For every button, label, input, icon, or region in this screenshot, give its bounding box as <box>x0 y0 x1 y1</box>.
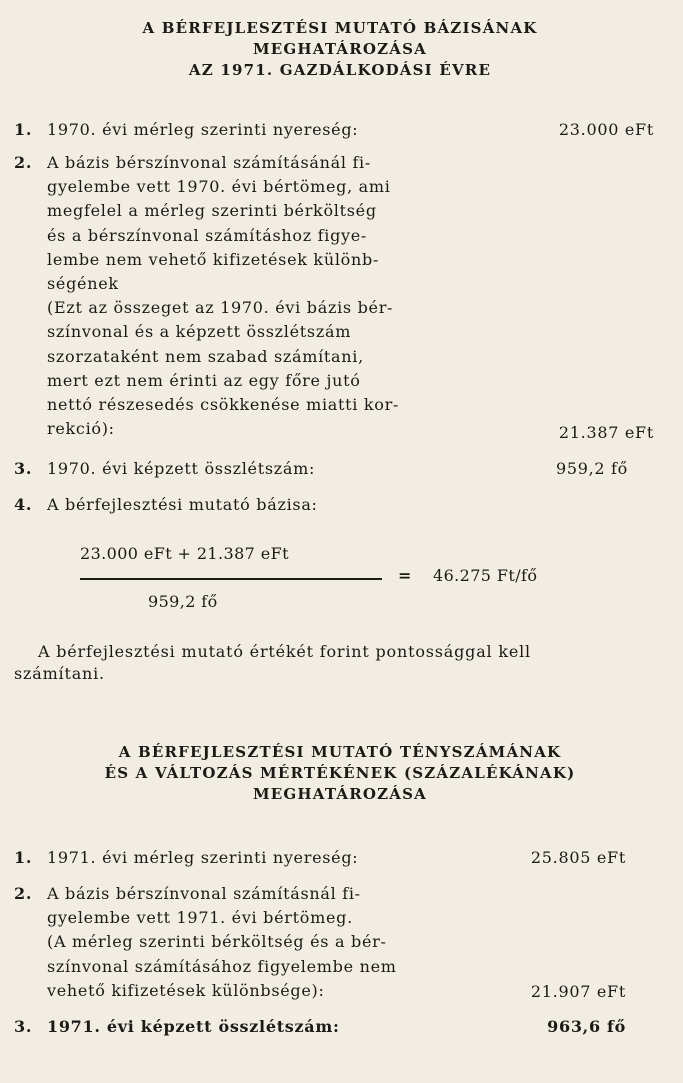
formula-denominator: 959,2 fő <box>148 592 218 611</box>
section1-title-line: AZ 1971. GAZDÁLKODÁSI ÉVRE <box>188 61 492 79</box>
item-value: 959,2 fő <box>555 459 628 478</box>
item-text <box>47 151 492 441</box>
item-number: 1. <box>14 848 33 867</box>
item-text-line: gyelembe vett 1970. évi bértömeg, ami <box>47 177 391 197</box>
item-text: 1971. évi mérleg szerinti nyereség: <box>47 848 359 867</box>
item-value: 21.907 eFt <box>530 982 626 1001</box>
section1-title-line: A BÉRFEJLESZTÉSI MUTATÓ BÁZISÁNAK <box>142 19 538 37</box>
item-text-line: szorzataként nem szabad számítani, <box>47 346 364 366</box>
item-value: 23.000 eFt <box>558 120 654 139</box>
item-number: 2. <box>14 884 33 903</box>
item-text-line: színvonal és a képzett összlétszám <box>47 322 352 342</box>
formula-numerator: 23.000 eFt + 21.387 eFt <box>80 544 289 563</box>
item-text-line: mert ezt nem érinti az egy főre jutó <box>47 370 361 390</box>
formula-result: 46.275 Ft/fő <box>433 566 538 585</box>
item-text-line: (Ezt az összeget az 1970. évi bázis bér- <box>47 298 394 318</box>
item-number: 1. <box>14 120 33 139</box>
section1-title <box>20 18 660 81</box>
item-value: 25.805 eFt <box>530 848 626 867</box>
item-text-line: A bázis bérszínvonal számításnál fi- <box>47 884 361 903</box>
item-number: 3. <box>14 1017 33 1036</box>
section2-title <box>20 742 660 805</box>
item-text-line: és a bérszínvonal számításhoz figye- <box>47 225 368 245</box>
item-number: 2. <box>14 153 33 172</box>
item-text-line: gyelembe vett 1971. évi bértömeg. <box>47 908 353 928</box>
note-line: számítani. <box>14 664 105 683</box>
item-text: A bérfejlesztési mutató bázisa: <box>47 495 318 514</box>
section1-title-line: MEGHATÁROZÁSA <box>252 40 427 58</box>
item-text: 1970. évi mérleg szerinti nyereség: <box>47 120 359 139</box>
item-text-line: színvonal számításához figyelembe nem <box>47 956 397 976</box>
fraction-bar <box>80 578 382 580</box>
formula-equals: = <box>398 566 412 585</box>
item-text-line: megfelel a mérleg szerinti bérköltség <box>47 201 377 221</box>
section2-title-line: A BÉRFEJLESZTÉSI MUTATÓ TÉNYSZÁMÁNAK <box>118 743 562 761</box>
item-text: 1971. évi képzett összlétszám: <box>47 1017 340 1036</box>
precision-note <box>14 641 654 685</box>
item-value: 21.387 eFt <box>558 423 654 442</box>
item-text: 1970. évi képzett összlétszám: <box>47 459 316 478</box>
item-text-line: lembe nem vehető kifizetések különb- <box>47 249 380 269</box>
item-text-line: ségének <box>47 274 119 294</box>
item-text-line: nettó részesedés csökkenése miatti kor- <box>47 395 400 415</box>
item-text-line: (A mérleg szerinti bérköltség és a bér- <box>47 932 387 952</box>
section2-title-line: MEGHATÁROZÁSA <box>252 785 427 803</box>
note-line: A bérfejlesztési mutató értékét forint pontossággal kell <box>38 642 531 661</box>
section2-title-line: ÉS A VÁLTOZÁS MÉRTÉKÉNEK (SZÁZALÉKÁNAK) <box>104 764 576 782</box>
item-text-line: rekció): <box>47 419 115 439</box>
item-value: 963,6 fő <box>547 1017 626 1036</box>
item-text <box>47 882 492 1003</box>
item-number: 3. <box>14 459 33 478</box>
item-text-line: vehető kifizetések különbsége): <box>47 980 325 1000</box>
item-number: 4. <box>14 495 33 514</box>
item-text-line: A bázis bérszínvonal számításánál fi- <box>47 153 371 172</box>
